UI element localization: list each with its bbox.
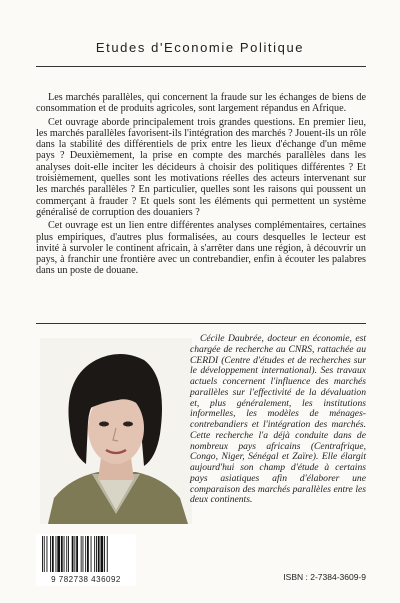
barcode-bars <box>40 536 132 574</box>
barcode-number: 9 782738 436092 <box>51 575 121 584</box>
isbn-number: ISBN : 2-7384-3609-9 <box>283 572 366 582</box>
top-divider <box>36 66 366 67</box>
blurb-paragraph-2: Cet ouvrage aborde principalement trois grandes questions. En premier lieu, les marchés parallèles favorisent-ils l'intégration des marchés ? Jouent-ils un rôle dans la stabilité des différentiels de prix entre les lieux d'échange d'un même pays ? Deuxièmement, la prise en compte des marchés parallèles dans les analyses doit-elle inciter les décideurs à choisir des politiques différentes ? Et troisièmement, quelles sont les motivations réelles des acteurs intervenant sur les marchés parallèles ? En particulier, quelles sont les raisons qui poussent un commerçant à frauder ? Et quels sont les éléments qui permettent un système généralisé de corruption des douaniers ? <box>36 116 366 218</box>
series-title: Etudes d'Economie Politique <box>95 40 305 55</box>
back-cover-blurb <box>36 92 366 279</box>
middle-divider <box>36 323 366 324</box>
barcode <box>36 534 136 586</box>
author-photo <box>40 338 192 524</box>
blurb-paragraph-3: Cet ouvrage est un lien entre différentes analyses complémentaires, certaines plus empiriques, d'autres plus formalisées, au cours desquelles le lecteur est invité à survoler le continent africain, à s'arrêter dans une région, à découvrir un pays, à franchir une frontière avec un contrebandier, enfin à écouter les palabres dans un poste de douane. <box>36 220 366 277</box>
author-bio <box>190 334 366 506</box>
blurb-paragraph-1: Les marchés parallèles, qui concernent la fraude sur les échanges de biens de consommation et de produits agricoles, sont largement répandus en Afrique. <box>36 92 366 115</box>
author-bio-text: Cécile Daubrée, docteur en économie, est chargée de recherche au CNRS, rattachée au CERDI (Centre d'études et de recherches sur le développement international). Ses travaux actuels concernent l'influence des marchés parallèles sur l'effectivité de la dévaluation et, plus généralement, les institutions informelles, les modèles de ménages-contrebandiers et l'intégration des marchés. Cette recherche l'a déjà conduite dans de nombreux pays africains (Centrafrique, Congo, Niger, Sénégal et Zaïre). Elle élargit aujourd'hui son champ d'étude à certains pays asiatiques afin d'élaborer une comparaison des marchés parallèles entre les deux continents. <box>190 333 366 506</box>
